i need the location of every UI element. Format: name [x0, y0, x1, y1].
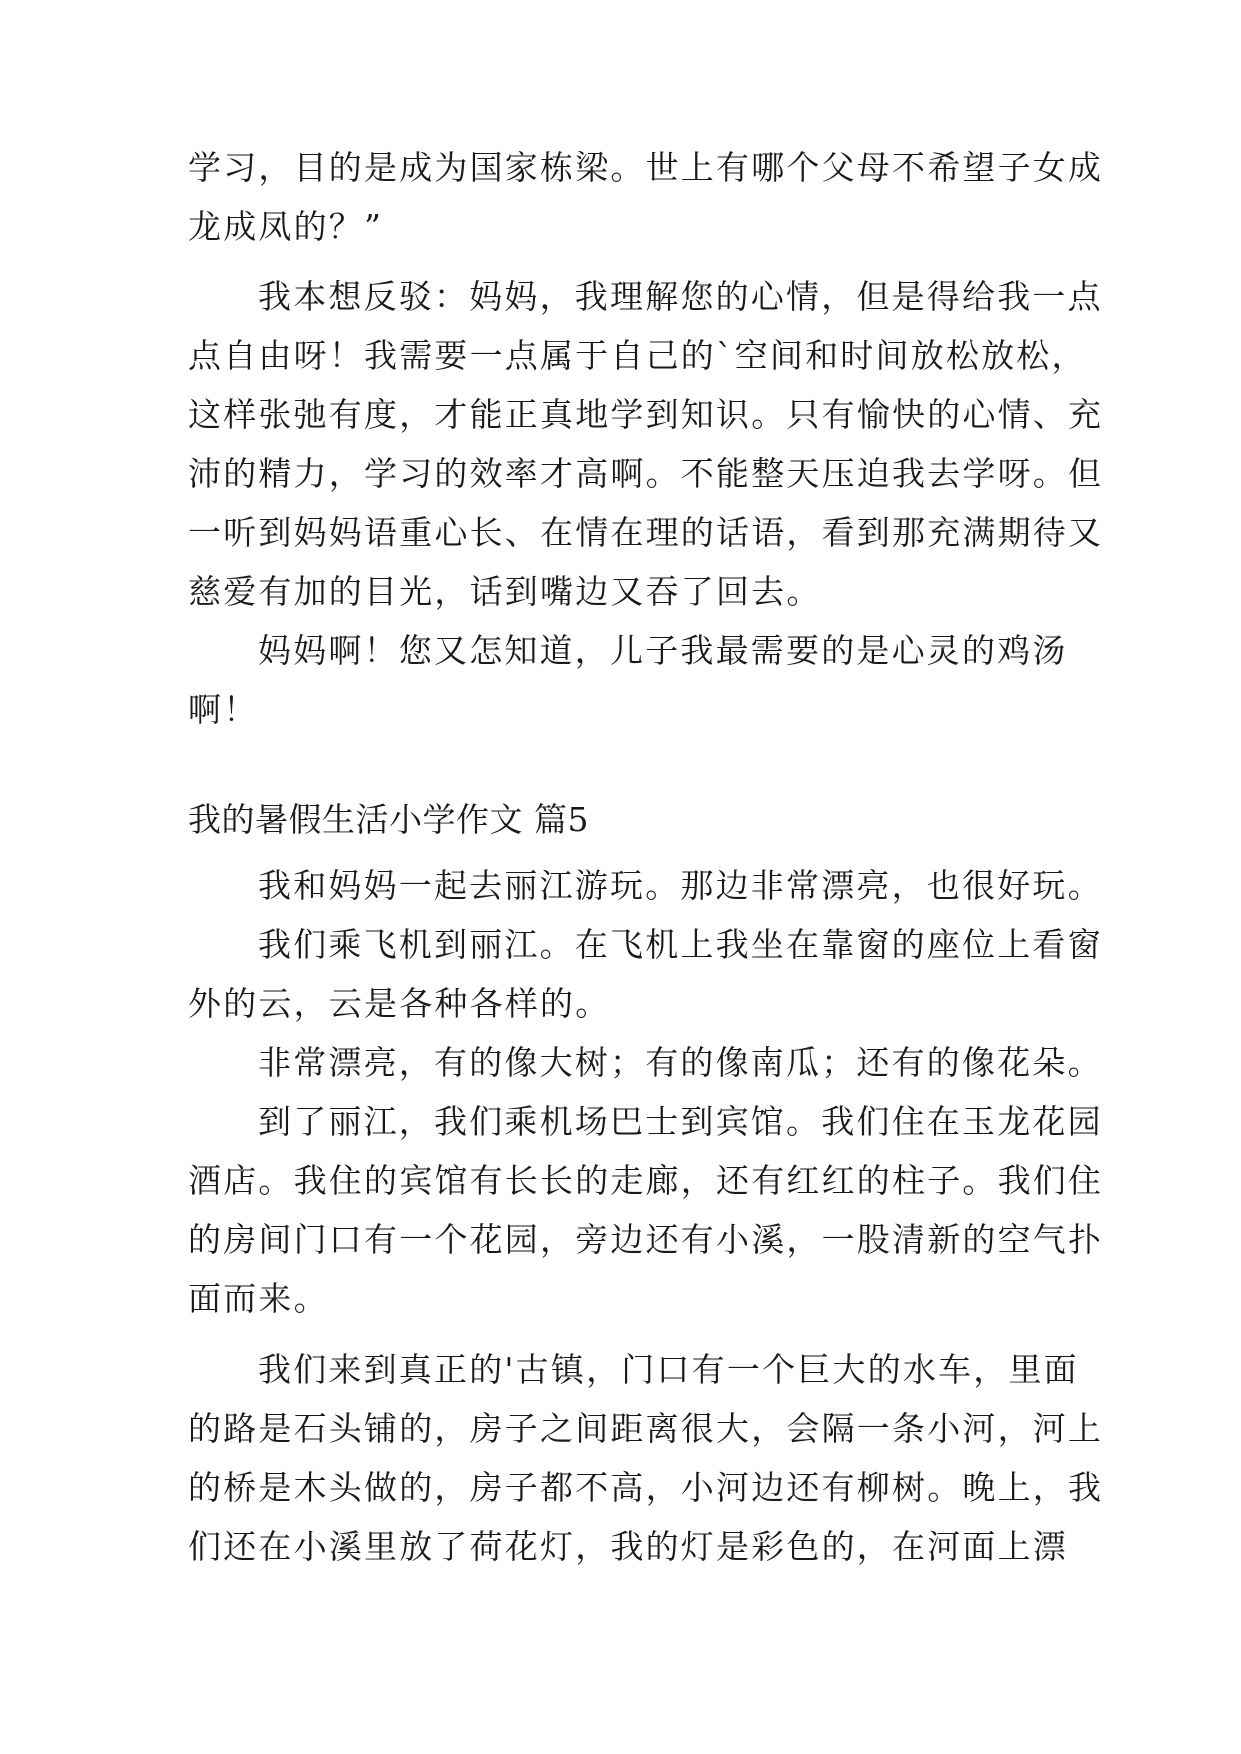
text-line: 啊！ — [188, 690, 259, 729]
text-line: 们还在小溪里放了荷花灯，我的灯是彩色的，在河面上漂 — [188, 1527, 1068, 1566]
text-line: 这样张弛有度，才能正真地学到知识。只有愉快的心情、充 — [188, 395, 1104, 434]
text-line: 沛的精力，学习的效率才高啊。不能整天压迫我去学呀。但 — [188, 454, 1104, 493]
paragraph-first-line: 我们来到真正的'古镇，门口有一个巨大的水车，里面 — [258, 1350, 1079, 1389]
text-line: 酒店。我住的宾馆有长长的走廊，还有红红的柱子。我们住 — [188, 1161, 1104, 1200]
paragraph-first-line: 到了丽江，我们乘机场巴士到宾馆。我们住在玉龙花园 — [258, 1102, 1103, 1141]
text-line: 的房间门口有一个花园，旁边还有小溪，一股清新的空气扑 — [188, 1220, 1104, 1259]
text-line: 一听到妈妈语重心长、在情在理的话语，看到那充满期待又 — [188, 513, 1104, 552]
text-line: 面而来。 — [188, 1279, 329, 1318]
text-line: 外的云，云是各种各样的。 — [188, 984, 611, 1023]
text-line: 的路是石头铺的，房子之间距离很大，会隔一条小河，河上 — [188, 1409, 1104, 1448]
paragraph-first-line: 我本想反驳：妈妈，我理解您的心情，但是得给我一点 — [258, 277, 1103, 316]
text-line: 学习，目的是成为国家栋梁。世上有哪个父母不希望子女成 — [188, 148, 1104, 187]
paragraph-first-line: 我们乘飞机到丽江。在飞机上我坐在靠窗的座位上看窗 — [258, 925, 1103, 964]
text-line: 点自由呀！我需要一点属于自己的`空间和时间放松放松， — [188, 336, 1087, 375]
paragraph-first-line: 妈妈啊！您又怎知道，儿子我最需要的是心灵的鸡汤 — [258, 631, 1068, 670]
paragraph-first-line: 非常漂亮，有的像大树；有的像南瓜；还有的像花朵。 — [258, 1043, 1103, 1082]
text-line: 慈爱有加的目光，话到嘴边又吞了回去。 — [188, 572, 822, 611]
paragraph-first-line: 我和妈妈一起去丽江游玩。那边非常漂亮，也很好玩。 — [258, 866, 1103, 905]
text-line: 的桥是木头做的，房子都不高，小河边还有柳树。晚上，我 — [188, 1468, 1104, 1507]
section-heading: 我的暑假生活小学作文 篇5 — [188, 800, 589, 839]
text-line: 龙成凤的？” — [188, 207, 384, 246]
